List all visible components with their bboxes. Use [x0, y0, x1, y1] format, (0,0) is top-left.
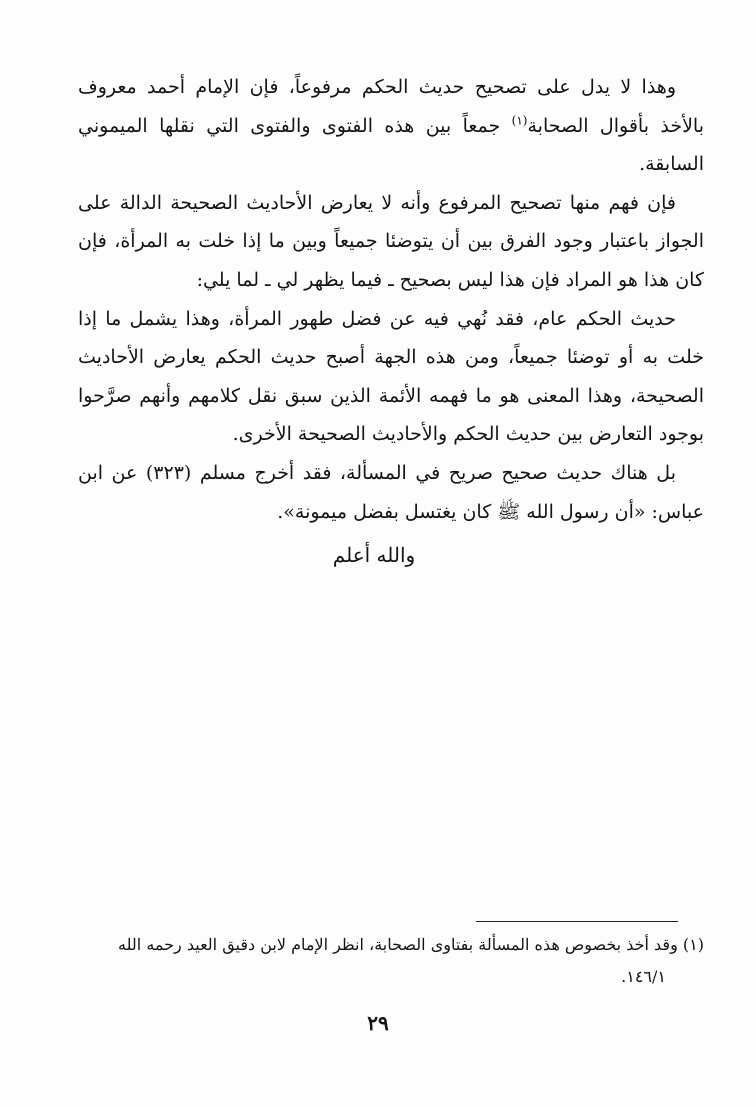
- main-text: [78, 68, 704, 575]
- footnote-marker: (١): [682, 935, 704, 954]
- paragraph-3: حديث الحكم عام، فقد نُهي فيه عن فضل طهور المرأة، وهذا يشمل ما إذا خلت به أو توضئا جميعاً، ومن هذه الجهة أصبح حديث الحكم يعارض الأحاديث الصحيحة، وهذا المعنى هو ما فهمه الأئمة الذين سبق نقل كلامهم وأنهم صرَّحوا بوجود التعارض بين حديث الحكم والأحاديث الصحيحة الأخرى.: [78, 307, 704, 446]
- paragraph-4: بل هناك حديث صحيح صريح في المسألة، فقد أخرج مسلم (٣٢٣) عن ابن عباس: «أن رسول الله ﷺ كان يغتسل بفضل ميمونة».: [78, 461, 704, 523]
- closing-phrase: والله أعلم: [332, 543, 416, 568]
- paragraph-2: فإن فهم منها تصحيح المرفوع وأنه لا يعارض الأحاديث الصحيحة الدالة على الجواز باعتبار وجود الفرق بين أن يتوضئا جميعاً وبين ما إذا خلت به المرأة، فإن كان هذا هو المراد فإن هذا ليس بصحيح ـ فيما يظهر لي ـ لما يلي:: [78, 191, 704, 291]
- paragraph-1-text: وهذا لا يدل على تصحيح حديث الحكم مرفوعاً، فإن الإمام أحمد معروف بالأخذ بأقوال الصحابة: [78, 76, 704, 137]
- footnote-text: وقد أخذ بخصوص هذه المسألة بفتاوى الصحابة، انظر الإمام لابن دقيق العيد رحمه الله: [118, 935, 678, 954]
- page-number: ٢٩: [367, 1011, 389, 1035]
- footnote-divider: [476, 921, 678, 922]
- paragraph-1: [78, 68, 704, 184]
- footnote-continuation: ١٤٦/١.: [621, 967, 666, 986]
- footnote-reference[interactable]: (١): [511, 113, 528, 128]
- footnotes-section: [78, 929, 704, 993]
- paragraph-1-text-cont: جمعاً بين هذه الفتوى والفتوى التي نقلها الميموني السابقة.: [78, 114, 704, 176]
- footnote-1: [78, 929, 704, 993]
